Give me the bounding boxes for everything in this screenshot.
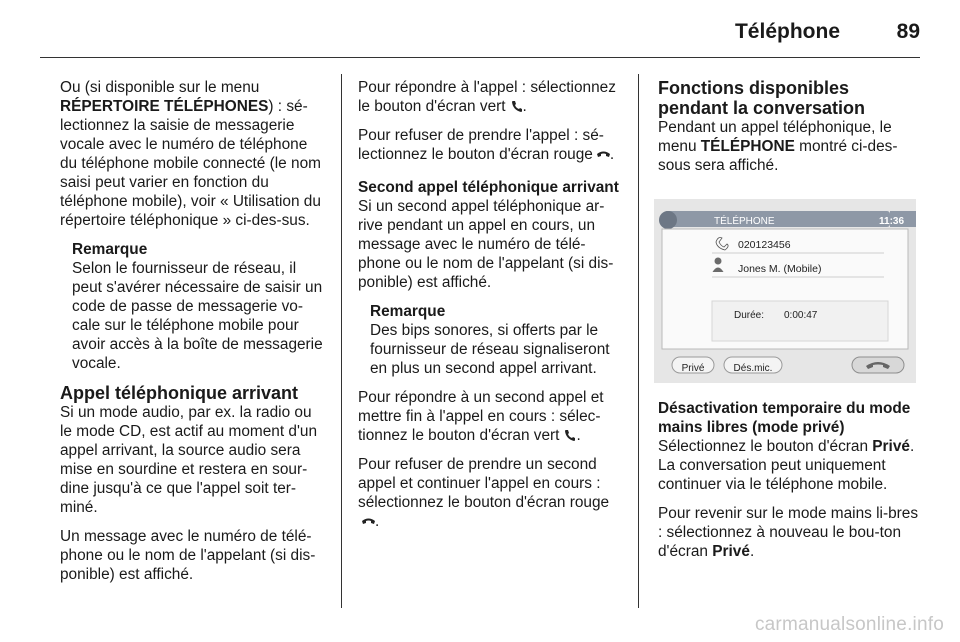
- contact-person-icon: [715, 258, 722, 265]
- screen-title: TÉLÉPHONE: [714, 216, 775, 227]
- screen-title-bar: [664, 211, 890, 227]
- watermark: carmanualsonline.info: [754, 614, 944, 635]
- screen-menu-icon: [659, 211, 677, 229]
- middle-note: [370, 302, 626, 378]
- screen-mute-button[interactable]: Dés.mic.: [733, 363, 773, 374]
- screen-contact-name: Jones M. (Mobile): [738, 263, 822, 275]
- left-note: [72, 240, 325, 373]
- answer-call-icon: [510, 100, 523, 112]
- middle-column: [358, 78, 626, 541]
- column-divider-2: [638, 74, 639, 608]
- middle-note-text: Des bips sonores, si offerts par le fournisseur de réseau signaliseront en plus un second appel arrivant.: [370, 322, 610, 377]
- left-column: [60, 78, 325, 594]
- left-paragraph-3: Un message avec le numéro de télé-phone ou le nom de l'appelant (si dis-ponible) est affiché.: [60, 528, 316, 583]
- screen-caller-number: 020123456: [738, 239, 791, 251]
- page-header-title: Téléphone: [734, 20, 840, 43]
- heading-call-functions: Fonctions disponibles pendant la conversation: [658, 78, 866, 118]
- subheading-second-call: Second appel téléphonique arrivant: [358, 179, 619, 196]
- phone-screen-graphic: [654, 199, 916, 383]
- end-call-screen-button: [852, 357, 904, 373]
- end-call-icon: [597, 148, 610, 160]
- phone-screen-figure: [654, 199, 916, 383]
- column-divider-1: [341, 74, 342, 608]
- right-column: [658, 78, 920, 571]
- left-note-title: Remarque: [72, 241, 148, 258]
- right-paragraph-1: Pendant un appel téléphonique, le menu TÉLÉPHONE montré ci-des-sous sera affiché.: [658, 119, 898, 174]
- middle-paragraph-3: Si un second appel téléphonique ar-rive pendant un appel en cours, un message avec le numéro de télé-phone ou le nom de l'appelant (si dis-ponible) est affiché.: [358, 198, 614, 291]
- header-rule: [40, 57, 920, 58]
- middle-paragraph-1: Pour répondre à l'appel : sélectionnez le bouton d'écran vert .: [358, 79, 616, 115]
- heading-incoming-call: Appel téléphonique arrivant: [60, 383, 299, 403]
- screen-duration-value: 0:00:47: [784, 310, 818, 321]
- end-call-icon: [362, 515, 375, 527]
- page-number: 89: [896, 20, 920, 43]
- left-note-text: Selon le fournisseur de réseau, il peut s'avérer nécessaire de saisir un code de passe de messagerie vo-cale sur le téléphone mobile pour avoir accès à la boîte de messagerie vocale.: [72, 260, 323, 372]
- screen-clock: 11:36: [879, 216, 905, 227]
- middle-paragraph-4: Pour répondre à un second appel et mettre fin à l'appel en cours : sélec-tionnez le bouton d'écran vert .: [358, 389, 604, 444]
- left-paragraph-1: Ou (si disponible sur le menu RÉPERTOIRE TÉLÉPHONES) : sé-lectionnez la saisie de messagerie vocale avec le numéro de téléphone du téléphone mobile connecté (le nom saisi peut varier en fonction du téléphone mobile), voir « Utilisation du répertoire téléphonique » ci-des-sus.: [60, 79, 321, 229]
- middle-paragraph-2: Pour refuser de prendre l'appel : sé-lectionnez le bouton d'écran rouge .: [358, 127, 615, 163]
- middle-paragraph-5: Pour refuser de prendre un second appel et continuer l'appel en cours : sélectionnez le bouton d'écran rouge.: [358, 456, 610, 530]
- right-paragraph-2: Sélectionnez le bouton d'écran Privé. La conversation peut uniquement continuer via le téléphone mobile.: [658, 438, 915, 493]
- right-paragraph-3: Pour revenir sur le mode mains li-bres : sélectionnez à nouveau le bou-ton d'écran Privé.: [658, 505, 919, 560]
- left-paragraph-2: Si un mode audio, par ex. la radio ou le mode CD, est actif au moment d'un appel arrivant, la source audio sera mise en sourdine et restera en sour-dine jusqu'à ce que l'appel soit ter-miné.: [60, 404, 318, 516]
- screen-duration-label: Durée:: [734, 310, 765, 321]
- middle-note-title: Remarque: [370, 303, 446, 320]
- subheading-private-mode: Désactivation temporaire du mode mains libres (mode privé): [658, 400, 911, 436]
- screen-private-button[interactable]: Privé: [681, 363, 705, 374]
- answer-call-icon: [563, 429, 576, 441]
